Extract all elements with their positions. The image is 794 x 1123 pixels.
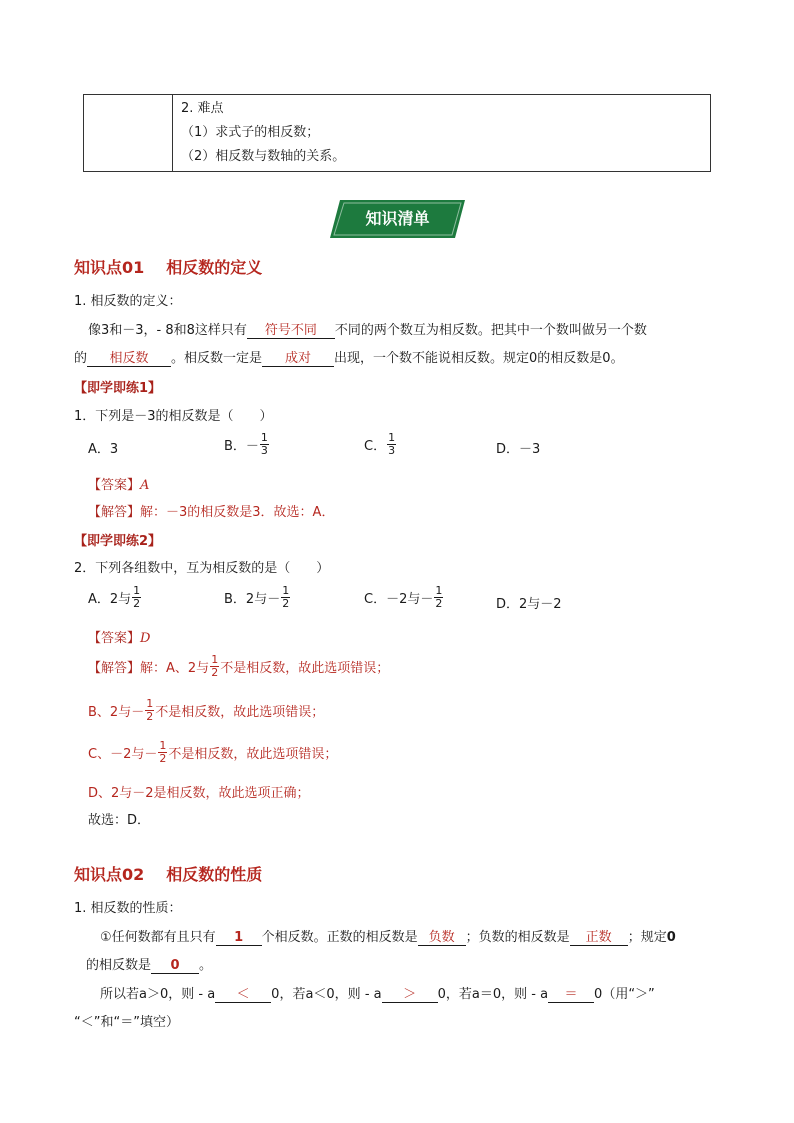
q1-option-c <box>364 432 397 457</box>
frac-den: 2 <box>211 666 219 679</box>
frac-den: 2 <box>133 597 141 610</box>
section2-heading-text: 相反数的性质 <box>166 865 263 884</box>
q2-option-b <box>224 585 291 610</box>
section2-heading-num: 知识点02 <box>74 865 145 884</box>
q2-option-c <box>364 585 444 610</box>
badge-label: 知识清单 <box>365 209 430 228</box>
solution-tag: 【解答】 <box>88 661 141 676</box>
blank-positive: 正数 <box>570 926 628 946</box>
q1-option-d: D．－3 <box>496 442 541 457</box>
q1-option-b <box>224 432 270 457</box>
table-line-3: （2）相反数与数轴的关系。 <box>181 149 346 164</box>
section1-para2 <box>74 347 624 367</box>
blank-in-pairs: 成对 <box>262 347 334 367</box>
section1-heading <box>74 255 262 278</box>
frac-num: 1 <box>159 739 167 752</box>
answer-tag: 【答案】 <box>88 478 141 493</box>
answer-value: D <box>140 631 151 646</box>
q2-solution-a <box>88 654 389 679</box>
q1-option-c-label: C． <box>364 439 387 454</box>
q2-solution-c <box>88 740 337 765</box>
fraction-one-half <box>281 585 290 610</box>
q2-answer <box>88 627 150 646</box>
para2-text-c: 出现，一个数不能说相反数。规定0的相反数是0。 <box>334 351 624 366</box>
solution-a-text1: 解：A、2与 <box>140 661 210 676</box>
table-line-2: （1）求式子的相反数； <box>181 125 320 140</box>
frac-num: 1 <box>211 653 219 666</box>
s2-para1-zero: 0 <box>666 930 676 945</box>
section1-heading-text: 相反数的定义 <box>166 258 263 277</box>
section2-para1 <box>100 926 676 946</box>
goals-table <box>83 94 711 172</box>
frac-den: 3 <box>260 444 268 457</box>
knowledge-list-badge <box>330 200 465 238</box>
frac-num: 1 <box>260 431 268 444</box>
exercise2-tag: 【即学即练2】 <box>74 534 162 549</box>
blank-sign-different: 符号不同 <box>247 319 335 339</box>
q2-option-a-label: A．2与 <box>88 592 132 607</box>
q2-option-b-label: B．2与－ <box>224 592 281 607</box>
frac-den: 2 <box>159 752 167 765</box>
s2-para2-text-b: 。 <box>199 958 213 973</box>
s2-para1-text-b: 个相反数。正数的相反数是 <box>261 930 418 945</box>
q2-solution-e: 故选：D． <box>88 813 151 828</box>
fraction-one-half <box>132 585 141 610</box>
s2-para1-text-a: ①任何数都有且只有 <box>100 930 216 945</box>
section2-para3 <box>100 983 655 1003</box>
fraction-one-half <box>158 740 167 765</box>
solution-b-text1: B、2与－ <box>88 705 145 720</box>
q1-answer <box>88 474 149 493</box>
answer-tag: 【答案】 <box>88 631 141 646</box>
s2-para3-text-a: 所以若a＞0，则 - a <box>100 987 216 1002</box>
fraction-one-half <box>434 585 443 610</box>
frac-den: 2 <box>435 597 443 610</box>
frac-num: 1 <box>146 697 154 710</box>
q2-solution-d: D、2与－2是相反数，故此选项正确； <box>88 786 310 801</box>
section2-para2 <box>86 954 212 974</box>
frac-num: 1 <box>388 431 396 444</box>
para1-text-b: 不同的两个数互为相反数。把其中一个数叫做另一个数 <box>334 323 647 338</box>
solution-tag: 【解答】 <box>88 505 141 520</box>
question2: 2．下列各组数中，互为相反数的是（ ） <box>74 561 330 576</box>
table-right-cell <box>173 95 711 172</box>
frac-num: 1 <box>133 584 141 597</box>
blank-opposite-number: 相反数 <box>87 347 171 367</box>
section2-para4: “＜”和“＝”填空） <box>74 1015 179 1030</box>
s2-para3-text-d: 0（用“＞” <box>594 987 655 1002</box>
frac-num: 1 <box>282 584 290 597</box>
section2-heading <box>74 862 262 885</box>
s2-para1-text-d: ；规定 <box>627 930 667 945</box>
q2-option-d: D．2与－2 <box>496 597 562 612</box>
s2-para2-text-a: 的相反数是 <box>86 958 152 973</box>
blank-one: 1 <box>216 930 262 946</box>
blank-greater-than: ＞ <box>382 983 438 1003</box>
fraction-one-third <box>260 432 269 457</box>
para2-text-a: 的 <box>74 351 88 366</box>
frac-den: 2 <box>282 597 290 610</box>
s2-para1-text-c: ；负数的相反数是 <box>465 930 570 945</box>
solution-c-text2: 不是相反数，故此选项错误； <box>168 747 338 762</box>
frac-den: 2 <box>146 710 154 723</box>
table-left-cell <box>84 95 173 172</box>
section1-para1 <box>88 319 647 339</box>
solution-a-text2: 不是相反数，故此选项错误； <box>220 661 390 676</box>
para1-text-a: 像3和－3，- 8和8这样只有 <box>88 323 247 338</box>
q1-solution <box>88 501 334 520</box>
q1-option-a: A．3 <box>88 442 119 457</box>
q1-option-b-label: B．－ <box>224 439 259 454</box>
blank-zero: 0 <box>151 958 199 974</box>
s2-para3-text-c: 0，若a＝0，则 - a <box>437 987 549 1002</box>
frac-den: 3 <box>388 444 396 457</box>
section1-sub1: 1. 相反数的定义： <box>74 294 182 309</box>
section2-sub1: 1. 相反数的性质： <box>74 901 182 916</box>
solution-c-text1: C、－2与－ <box>88 747 158 762</box>
exercise1-tag: 【即学即练1】 <box>74 381 162 396</box>
blank-less-than: ＜ <box>215 983 271 1003</box>
fraction-one-half <box>145 698 154 723</box>
solution-text: 解：－3的相反数是3．故选：A． <box>140 505 335 520</box>
question1: 1．下列是－3的相反数是（ ） <box>74 409 273 424</box>
fraction-one-third <box>387 432 396 457</box>
s2-para3-text-b: 0，若a＜0，则 - a <box>271 987 382 1002</box>
answer-value: A <box>140 478 150 493</box>
blank-equals: ＝ <box>548 983 594 1003</box>
table-line-1: 2. 难点 <box>181 101 224 116</box>
frac-num: 1 <box>435 584 443 597</box>
solution-b-text2: 不是相反数，故此选项错误； <box>155 705 325 720</box>
section1-heading-num: 知识点01 <box>74 258 145 277</box>
para2-text-b: 。相反数一定是 <box>171 351 263 366</box>
fraction-one-half <box>210 654 219 679</box>
q2-solution-b <box>88 698 324 723</box>
blank-negative: 负数 <box>418 926 466 946</box>
q2-option-a <box>88 585 142 610</box>
q2-option-c-label: C．－2与－ <box>364 592 434 607</box>
